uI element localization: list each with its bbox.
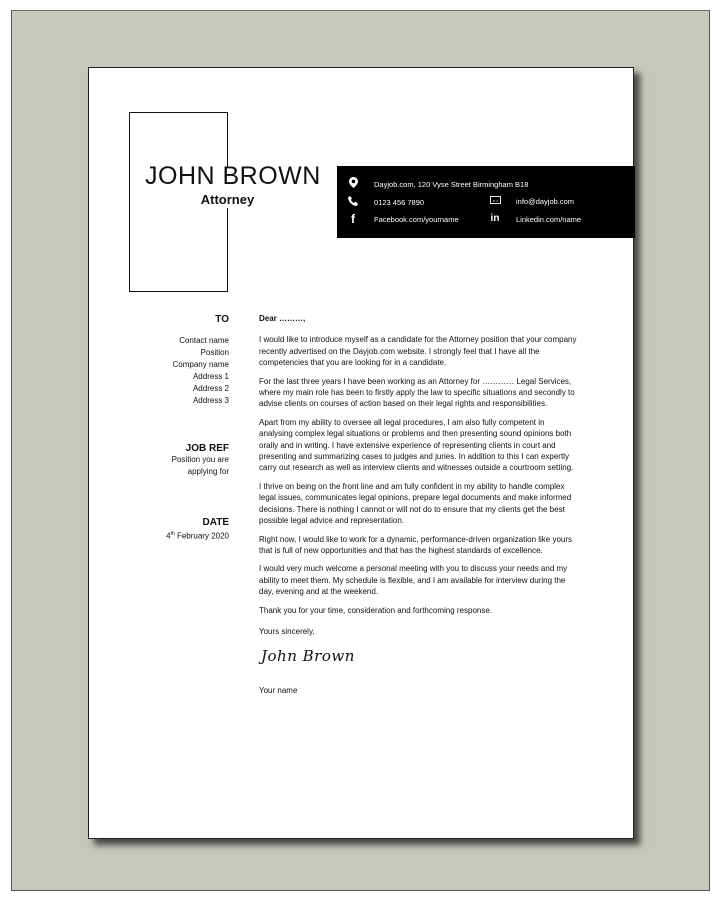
date-suffix: th [170, 531, 175, 537]
contact-facebook [347, 214, 459, 224]
email-icon [489, 196, 501, 207]
address-1-line: Address 1 [192, 372, 229, 381]
paragraph-meeting: I would very much welcome a personal meeting with you to discuss your needs and my ability to meet them. My schedule is flexible, and I am available for interview during the day, evening and at the weekend. [259, 564, 568, 597]
date-value [129, 528, 229, 543]
paragraph-competence: Apart from my ability to oversee all legal procedures, I am also fully competent in analysing complex legal situations or problems and then presenting sound opinions both orally and in writing. I have extensive experience of representing clients in court and presenting and summarizing cases to judges and juries. In addition to this I can expertly carry out research as well as interview clients and witnesses outside a courtroom setting. [259, 417, 574, 473]
contact-phone [347, 196, 424, 209]
linkedin-icon: in [490, 213, 500, 224]
company-name-line: Company name [172, 360, 229, 369]
contact-email [489, 196, 574, 207]
paragraph-goal: Right now, I would like to work for a dynamic, performance-driven organization like yours that is full of new opportunities and that has the highest standards of excellence. [259, 534, 573, 555]
letter-body [259, 313, 579, 703]
contact-linkedin [489, 214, 581, 224]
address-text: Dayjob.com, 120 Vyse Street Birmingham B18 [374, 179, 529, 189]
email-text[interactable]: info@dayjob.com [516, 197, 575, 206]
salutation: Dear ………, [259, 314, 306, 323]
date-heading: DATE [202, 517, 229, 528]
cover-letter-page [88, 67, 634, 839]
paragraph-experience: For the last three years I have been working as an Attorney for ………… Legal Services, where my main role has been to firstly apply the law to specific situations and secondly to advise clients on courses of action based on their legal rights and responsibilities. [259, 376, 575, 409]
date-section [129, 517, 229, 543]
paragraph-intro: I would like to introduce myself as a candidate for the Attorney position that your company recently advertised on the Dayjob.com website. I strongly feel that I have all the competencies that you are looking for in a candidate. [259, 335, 577, 368]
job-ref-line-1: Position you are [171, 455, 229, 464]
linkedin-text[interactable]: Linkedin.com/name [516, 214, 582, 224]
job-ref-line-2: applying for [187, 467, 229, 476]
candidate-title: Attorney [200, 192, 255, 207]
signature: John Brown [261, 647, 355, 666]
to-heading: TO [215, 314, 229, 325]
contact-name-line: Contact name [179, 336, 229, 345]
position-line: Position [200, 348, 229, 357]
facebook-text[interactable]: Facebook.com/yourname [374, 214, 459, 224]
job-ref-heading: JOB REF [185, 443, 229, 454]
recipient-section [129, 314, 229, 407]
address-2-line: Address 2 [192, 384, 229, 393]
your-name: Your name [259, 685, 298, 695]
closing: Yours sincerely, [259, 626, 315, 636]
facebook-icon: f [351, 212, 355, 226]
paragraph-confidence: I thrive on being on the front line and am fully confident in my ability to handle complex legal issues, communicates legal opinions, prepare legal documents and make informed decisions. There is nothing I cannot or will not do to ensure that my clients get the best possible legal advice and representation. [259, 481, 572, 526]
phone-icon [347, 196, 359, 209]
job-ref-section [129, 443, 229, 478]
address-3-line: Address 3 [192, 396, 229, 405]
phone-text: 0123 456 7890 [374, 198, 425, 207]
location-pin-icon [347, 177, 359, 191]
contact-address [347, 177, 528, 191]
candidate-name: JOHN BROWN [145, 162, 321, 190]
date-month-year: February 2020 [174, 531, 229, 541]
date-day: 4 [166, 531, 171, 541]
contact-band [337, 166, 635, 238]
paragraph-thanks: Thank you for your time, consideration and forthcoming response. [259, 605, 493, 615]
